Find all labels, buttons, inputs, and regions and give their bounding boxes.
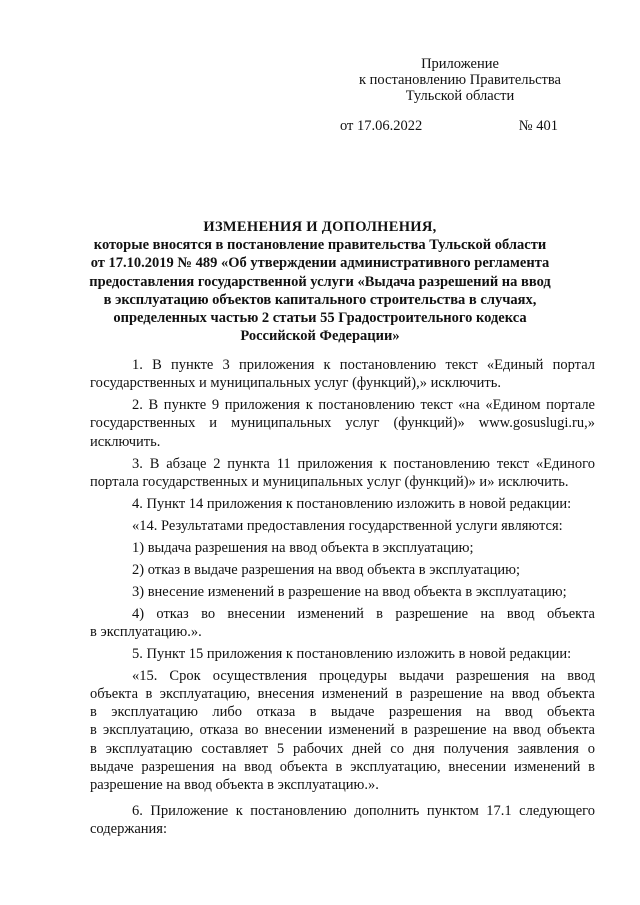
title-line: от 17.10.2019 № 489 «Об утверждении административного регламента [90,255,550,272]
body-line: 2. В пункте 9 приложения к постановлению текст «на «Едином портале [132,397,595,414]
body-line: в эксплуатацию составляет 5 рабочих дней со дня получения заявления о [90,740,595,757]
title-line: в эксплуатацию объектов капитального строительства в случаях, [103,291,537,308]
body-line: 4. Пункт 14 приложения к постановлению изложить в новой редакции: [132,495,572,512]
body-line: 3. В абзаце 2 пункта 11 приложения к постановлению текст «Единого [132,455,595,472]
document-title [80,218,560,345]
body-line: 4) отказ во внесении изменений в разрешение на ввод объекта [132,605,595,622]
document-body [90,356,595,838]
body-line: 6. Приложение к постановлению дополнить пунктом 17.1 следующего [132,803,595,820]
document-date: от 17.06.2022 [340,118,423,134]
title-line: Российской Федерации» [240,328,400,345]
body-line: «15. Срок осуществления процедуры выдачи разрешения на ввод [132,667,595,684]
title-heading: ИЗМЕНЕНИЯ И ДОПОЛНЕНИЯ, [203,219,437,235]
body-line: в эксплуатацию, отказа во внесении изменений в разрешение на ввод объекта [90,722,595,739]
body-line: государственных и муниципальных услуг (функций)» www.gosuslugi.ru,» [90,415,595,432]
body-line: 5. Пункт 15 приложения к постановлению изложить в новой редакции: [132,645,572,662]
appendix-header [300,56,620,104]
body-line: в эксплуатацию либо отказа в выдаче разрешения на ввод объекта [90,704,595,721]
body-line: выдаче разрешения на ввод объекта в эксплуатацию, внесении изменений в [90,758,595,775]
body-line: «14. Результатами предоставления государственной услуги являются: [132,517,563,534]
body-line: 3) внесение изменений в разрешение на ввод объекта в эксплуатацию; [132,583,567,600]
body-line: 1. В пункте 3 приложения к постановлению текст «Единый портал [132,357,595,373]
appendix-line-3: Тульской области [405,88,515,104]
body-line: разрешение на ввод объекта в эксплуатацию.». [90,776,379,793]
body-line: 2) отказ в выдаче разрешения на ввод объекта в эксплуатацию; [132,561,521,578]
date-number-line [340,118,558,134]
body-line: государственных и муниципальных услуг (функций),» исключить. [90,375,501,392]
appendix-line-1: Приложение [421,56,499,72]
document-number: № 401 [518,118,558,134]
body-line: 1) выдача разрешения на ввод объекта в эксплуатацию; [132,539,474,556]
body-line: содержания: [90,821,168,838]
title-line: которые вносятся в постановление правительства Тульской области [93,237,547,254]
appendix-line-2: к постановлению Правительства [359,72,561,88]
title-line: определенных частью 2 статьи 55 Градостроительного кодекса [113,310,527,327]
body-line: исключить. [90,433,161,450]
body-line: объекта в эксплуатацию, внесения изменений в разрешение на ввод объекта [90,685,595,702]
title-line: предоставления государственной услуги «Выдача разрешений на ввод [89,273,551,290]
body-line: портала государственных и муниципальных услуг (функций)» и» исключить. [90,473,569,490]
body-line: в эксплуатацию.». [90,623,202,640]
